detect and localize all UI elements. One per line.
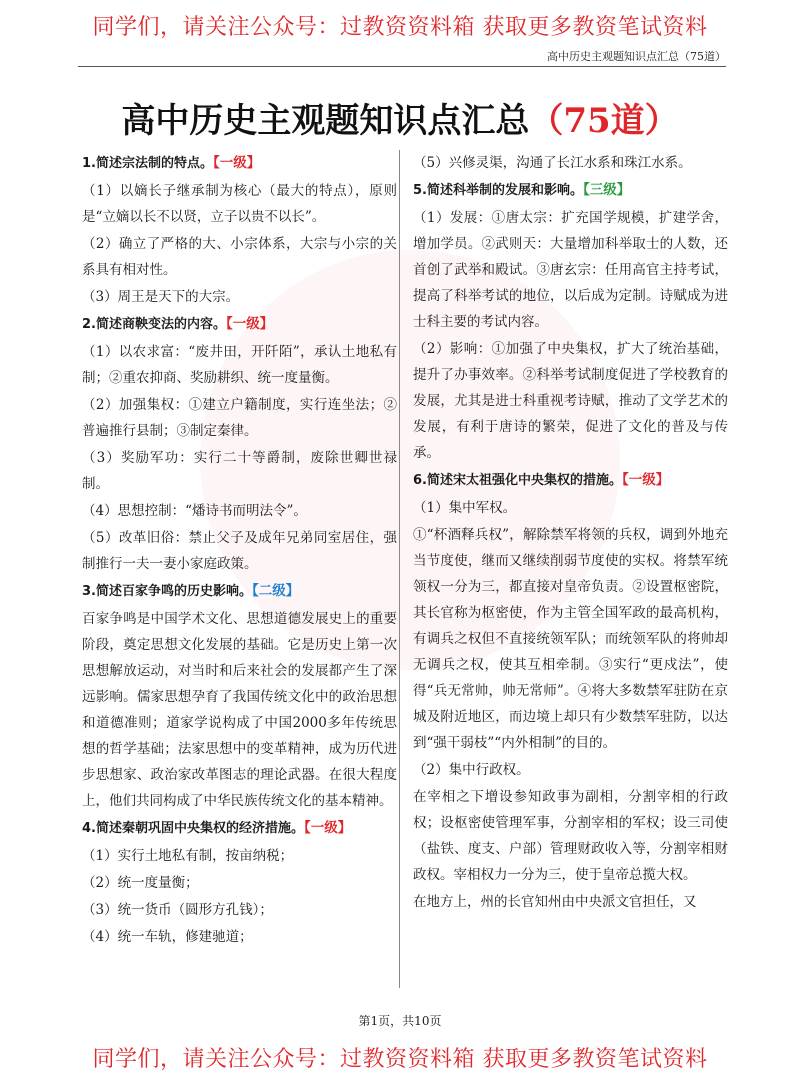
document-title-count: （75道） <box>529 101 679 141</box>
answer-line: （1）集中军权。 <box>413 500 517 516</box>
level-tag: 【一级】 <box>303 820 352 836</box>
question-heading-1: 1.简述宗法制的特点。【一级】 <box>82 155 261 171</box>
page-number: 第1页，共10页 <box>358 1014 442 1028</box>
level-tag: 【二级】 <box>251 583 300 599</box>
answer-line: （1）以农求富：“废井田，开阡陌”，承认土地私有制；②重农抑商、奖励耕织、统一度量衡。 <box>82 344 397 386</box>
answer-paragraph: （2）影响：①加强了中央集权，扩大了统治基础，提升了办事效率。②科举考试制度促进了学校教育的发展，尤其是进士科重视考诗赋，推动了文学艺术的发展，有利于唐诗的繁荣，促进了文化的普及与传承。 <box>413 341 728 461</box>
promo-banner-bottom: 同学们，请关注公众号：过教资资料箱 获取更多教资笔试资料 <box>92 1047 708 1072</box>
level-tag: 【一级】 <box>621 472 670 488</box>
question-heading-4: 4.简述秦朝巩固中央集权的经济措施。【一级】 <box>82 820 352 836</box>
answer-line: （5）兴修灵渠，沟通了长江水系和珠江水系。 <box>413 155 692 171</box>
answer-paragraph: ①“杯酒释兵权”，解除禁军将领的兵权，调到外地充当节度使，继而又继续削弱节度使的实权。将禁军统领权一分为三，都直接对皇帝负责。②设置枢密院，其长官称为枢密使，作为主管全国军政的最高机构，有调兵之权但不直接统领军队；而统领军队的将帅却无调兵之权，使其互相牵制。③实行“更戍法”，使得“兵无常帅，帅无常师”。④将大多数禁军驻防在京城及附近地区，而边境上却只有少数禁军驻防，以达到“强干弱枝”“内外相制”的目的。 <box>413 527 728 751</box>
question-heading-6: 6.简述宋太祖强化中央集权的措施。【一级】 <box>413 472 670 488</box>
column-divider <box>399 150 400 988</box>
answer-line: （2）确立了严格的大、小宗体系，大宗与小宗的关系具有相对性。 <box>82 236 397 278</box>
answer-line: （1）以嫡长子继承制为核心（最大的特点），原则是“立嫡以长不以贤，立子以贵不以长”。 <box>82 183 397 225</box>
level-tag: 【三级】 <box>582 182 631 198</box>
level-tag: 【一级】 <box>212 155 261 171</box>
header-divider <box>78 66 726 67</box>
answer-line: （4）统一车轨，修建驰道； <box>82 929 253 945</box>
question-heading-5: 5.简述科举制的发展和影响。【三级】 <box>413 182 631 198</box>
question-heading-2: 2.简述商鞅变法的内容。【一级】 <box>82 316 274 332</box>
answer-line: 在地方上，州的长官知州由中央派文官担任，又 <box>413 894 697 910</box>
answer-line: （3）周王是天下的大宗。 <box>82 289 240 305</box>
question-heading-3: 3.简述百家争鸣的历史影响。【二级】 <box>82 583 300 599</box>
running-head-title: 高中历史主观题知识点汇总（75道） <box>547 50 726 63</box>
promo-banner-top: 同学们，请关注公众号：过教资资料箱 获取更多教资笔试资料 <box>92 15 708 40</box>
answer-line: （3）统一货币（圆形方孔钱）； <box>82 902 273 918</box>
answer-paragraph: 在宰相之下增设参知政事为副相，分割宰相的行政权；设枢密使管理军事，分割宰相的军权；设三司使（盐铁、度支、户部）管理财政收入等，分割宰相财政权。宰相权力一分为三，使于皇帝总揽大权。 <box>413 789 728 883</box>
answer-line: （4）思想控制：“燔诗书而明法令”。 <box>82 503 307 519</box>
answer-line: （2）集中行政权。 <box>413 762 530 778</box>
answer-paragraph: （1）发展：①唐太宗：扩充国学规模，扩建学舍，增加学员。②武则天：大量增加科举取士的人数，还首创了武举和殿试。③唐玄宗：任用高官主持考试，提高了科举考试的地位，以后成为定制。诗赋成为进士科主要的考试内容。 <box>413 210 728 330</box>
right-column <box>413 150 728 916</box>
answer-line: （1）实行土地私有制，按亩纳税； <box>82 848 294 864</box>
document-title <box>0 93 800 142</box>
level-tag: 【一级】 <box>225 316 274 332</box>
answer-line: （3）奖励军功：实行二十等爵制，废除世卿世禄制。 <box>82 450 397 492</box>
answer-line: （2）统一度量衡； <box>82 875 199 891</box>
answer-line: （5）改革旧俗：禁止父子及成年兄弟同室居住，强制推行一夫一妻小家庭政策。 <box>82 530 397 572</box>
answer-paragraph: 百家争鸣是中国学术文化、思想道德发展史上的重要阶段，奠定思想文化发展的基础。它是历史上第一次思想解放运动，对当时和后来社会的发展都产生了深远影响。儒家思想孕育了我国传统文化中的政治思想和道德准则；道家学说构成了中国2000多年传统思想的哲学基础；法家思想中的变革精神，成为历代进步思想家、政治家改革图志的理论武器。在很大程度上，他们共同构成了中华民族传统文化的基本精神。 <box>82 611 397 809</box>
left-column <box>82 150 397 951</box>
answer-line: （2）加强集权：①建立户籍制度，实行连坐法；②普遍推行县制；③制定秦律。 <box>82 397 397 439</box>
document-title-main: 高中历史主观题知识点汇总 <box>121 101 530 141</box>
